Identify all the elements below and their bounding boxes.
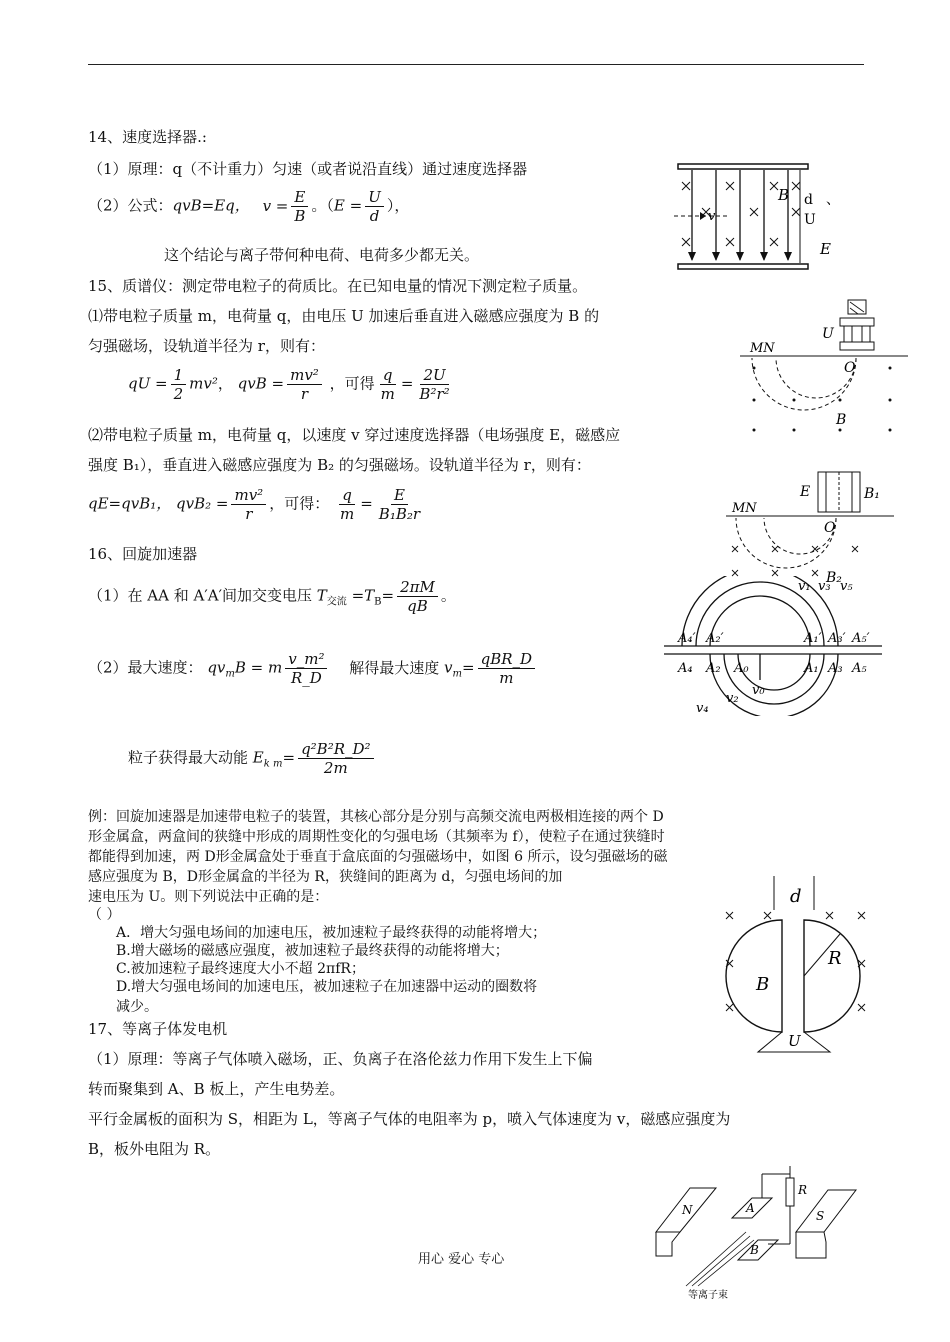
s15-p2a: ⑵带电粒子质量 m，电荷量 q，以速度 v 穿过速度选择器（电场强度 E，磁感应 bbox=[88, 426, 621, 444]
fraction: $\frac{\text{qBR\_D}}{m}$ bbox=[478, 650, 535, 687]
svg-text:v₅: v₅ bbox=[840, 579, 853, 594]
svg-text:B: B bbox=[836, 412, 847, 428]
svg-text:R: R bbox=[798, 1183, 808, 1197]
example-line-1: 例：回旋加速器是加速带电粒子的装置，其核心部分是分别与高频交流电两极相连接的两个 D bbox=[88, 809, 664, 825]
svg-text:v₃: v₃ bbox=[818, 579, 831, 594]
fraction: $\frac{E}{\text{B₁B₂r}}$ bbox=[378, 486, 421, 523]
s16-p2: （2）最大速度： $qv_mB = m$ $\frac{\text{v\_m²}}{R\_D}$ 解得最大速度 $v_m=$ $\frac{\text{qBR\_D}}{m}$ bbox=[88, 650, 538, 687]
svg-text:E: E bbox=[800, 484, 811, 500]
option-d: D.增大匀强电场间的加速电压，被加速粒子在加速器中运动的圈数将 bbox=[116, 979, 538, 995]
svg-text:、: 、 bbox=[826, 192, 840, 208]
svg-text:等离子束: 等离子束 bbox=[688, 1290, 728, 1300]
svg-text:N: N bbox=[682, 1203, 693, 1217]
svg-text:MN: MN bbox=[732, 501, 757, 516]
fraction: $\frac{2U}{\text{B²r²}}$ bbox=[419, 366, 450, 403]
s14-principle: （1）原理：q（不计重力）匀速（或者说沿直线）通过速度选择器 bbox=[88, 160, 528, 178]
s15-p1a: ⑴带电粒子质量 m，电荷量 q，由电压 U 加速后垂直进入磁感应强度为 B 的 bbox=[88, 307, 600, 325]
svg-text:O: O bbox=[844, 360, 856, 376]
svg-text:v₀: v₀ bbox=[752, 683, 765, 698]
svg-text:B: B bbox=[750, 1243, 759, 1257]
s14-heading: 14、速度选择器.: bbox=[88, 128, 207, 146]
s15-eq1: qU = $\frac{1}{2}$ mv²， qvB = $\frac{\text{mv²}}{r}$ ，可得 $\frac{q}{m}$ = $\frac{2U}{\text{B²r²}}$ bbox=[128, 366, 456, 403]
s15-p1b: 匀强磁场，设轨道半径为 r，则有： bbox=[88, 337, 325, 355]
svg-text:O: O bbox=[824, 520, 836, 536]
label-v: v bbox=[708, 209, 716, 224]
svg-text:v₂: v₂ bbox=[726, 691, 739, 706]
mass-spectrometer-figure-2 bbox=[726, 470, 896, 586]
svg-text:U: U bbox=[822, 326, 834, 342]
s16-heading: 16、回旋加速器 bbox=[88, 545, 198, 563]
cyclotron-d-figure bbox=[718, 876, 888, 1056]
svg-text:A₅: A₅ bbox=[852, 661, 867, 676]
cyclotron-spiral-figure bbox=[664, 576, 884, 716]
fraction: $\frac{q}{m}$ bbox=[339, 486, 355, 523]
fraction: $\frac{E}{B}$ bbox=[291, 188, 308, 225]
svg-text:S: S bbox=[816, 1209, 825, 1223]
s17-p1b: 转而聚集到 A、B 板上，产生电势差。 bbox=[88, 1080, 345, 1098]
example-line-3: 都能得到加速，两 D形金属盒处于垂直于盒底面的匀强磁场中，如图 6 所示，设匀强磁场的磁 bbox=[88, 849, 668, 865]
plasma-generator-figure bbox=[650, 1160, 864, 1300]
svg-text:B₂: B₂ bbox=[826, 570, 842, 586]
s15-eq2: qE=qvB₁， qvB₂ = $\frac{\text{mv²}}{r}$ ，可得： $\frac{q}{m}$ = $\frac{E}{\text{B₁B₂r}}$ bbox=[88, 486, 426, 523]
fraction: $\frac{\text{q²B²R\_D²}}{2m}$ bbox=[298, 740, 374, 777]
s17-p2b: B，板外电阻为 R。 bbox=[88, 1140, 221, 1158]
s15-heading: 15、质谱仪：测定带电粒子的荷质比。在已知电量的情况下测定粒子质量。 bbox=[88, 277, 588, 295]
s14-formula: （2）公式：qvB=Eq， v = $\frac{E}{B}$ 。（E = $\frac{U}{d}$ ）， bbox=[88, 188, 410, 225]
label-E: E bbox=[820, 240, 831, 258]
svg-text:A₄′: A₄′ bbox=[678, 631, 696, 646]
svg-text:A₃: A₃ bbox=[828, 661, 843, 676]
label-B: B bbox=[778, 186, 790, 204]
svg-text:A₄: A₄ bbox=[678, 661, 693, 676]
example-line-5: 速电压为 U。则下列说法中正确的是： bbox=[88, 889, 329, 905]
svg-text:d: d bbox=[790, 886, 802, 907]
fraction: $\frac{1}{2}$ bbox=[171, 366, 187, 403]
s15-p2b: 强度 B₁），垂直进入磁感应强度为 B₂ 的匀强磁场。设轨道半径为 r，则有： bbox=[88, 456, 591, 474]
svg-text:A₃′: A₃′ bbox=[828, 631, 846, 646]
mass-spectrometer-figure-1 bbox=[740, 296, 910, 436]
s16-p1: （1）在 AA 和 A′A′间加交变电压 $T_{交流} =T_B=$ $\frac{2\pi M}{qB}$ 。 bbox=[88, 578, 456, 615]
svg-text:v₄: v₄ bbox=[696, 701, 709, 716]
answer-paren: （ ） bbox=[88, 907, 121, 923]
example-line-2: 形金属盒，两盒间的狭缝中形成的周期性变化的匀强电场（其频率为 f），使粒子在通过狭缝时 bbox=[88, 829, 665, 845]
example-line-4: 感应强度为 B，D形金属盒的半径为 R，狭缝间的距离为 d，匀强电场间的加 bbox=[88, 869, 563, 885]
svg-text:v₁: v₁ bbox=[798, 579, 811, 594]
fraction: $\frac{\text{mv²}}{r}$ bbox=[287, 366, 322, 403]
svg-text:B₁: B₁ bbox=[864, 486, 880, 502]
svg-text:A₂: A₂ bbox=[706, 661, 721, 676]
svg-text:R: R bbox=[828, 948, 842, 969]
header-rule bbox=[88, 64, 864, 65]
option-d-cont: 减少。 bbox=[116, 999, 158, 1015]
s17-heading: 17、等离子体发电机 bbox=[88, 1020, 228, 1038]
fraction: $\frac{\text{v\_m²}}{R\_D}$ bbox=[285, 650, 327, 687]
fraction: $\frac{q}{m}$ bbox=[380, 366, 395, 403]
fraction: $\frac{\text{mv²}}{r}$ bbox=[231, 486, 266, 523]
svg-text:A₂′: A₂′ bbox=[706, 631, 724, 646]
velocity-selector-figure bbox=[670, 160, 850, 280]
fraction: $\frac{U}{d}$ bbox=[365, 188, 384, 225]
label-U: U bbox=[804, 212, 816, 228]
s16-p3: 粒子获得最大动能 $E_{k m}=$ $\frac{\text{q²B²R\_D²}}{2m}$ bbox=[128, 740, 377, 777]
svg-text:U: U bbox=[788, 1032, 801, 1050]
label-d: d bbox=[804, 192, 813, 208]
svg-text:A₀: A₀ bbox=[734, 661, 749, 676]
svg-text:A₁′: A₁′ bbox=[804, 631, 822, 646]
option-c: C.被加速粒子最终速度大小不超 2πfR； bbox=[116, 961, 365, 977]
fraction: $\frac{2\pi M}{qB}$ bbox=[397, 578, 438, 615]
option-a: A．增大匀强电场间的加速电压，被加速粒子最终获得的动能将增大； bbox=[116, 925, 547, 941]
svg-text:A₅′: A₅′ bbox=[852, 631, 870, 646]
svg-text:MN: MN bbox=[750, 341, 775, 356]
s17-p1a: （1）原理：等离子气体喷入磁场，正、负离子在洛伦兹力作用下发生上下偏 bbox=[88, 1050, 593, 1068]
svg-text:A: A bbox=[746, 1201, 755, 1215]
page-footer: 用心 爱心 专心 bbox=[418, 1252, 505, 1267]
svg-text:A₁: A₁ bbox=[804, 661, 819, 676]
option-b: B.增大磁场的磁感应强度，被加速粒子最终获得的动能将增大； bbox=[116, 943, 509, 959]
s17-p2a: 平行金属板的面积为 S，相距为 L，等离子气体的电阻率为 p，喷入气体速度为 v，磁感应强度为 bbox=[88, 1110, 731, 1128]
s14-note: 这个结论与离子带何种电荷、电荷多少都无关。 bbox=[164, 246, 480, 264]
svg-text:B: B bbox=[756, 974, 770, 995]
